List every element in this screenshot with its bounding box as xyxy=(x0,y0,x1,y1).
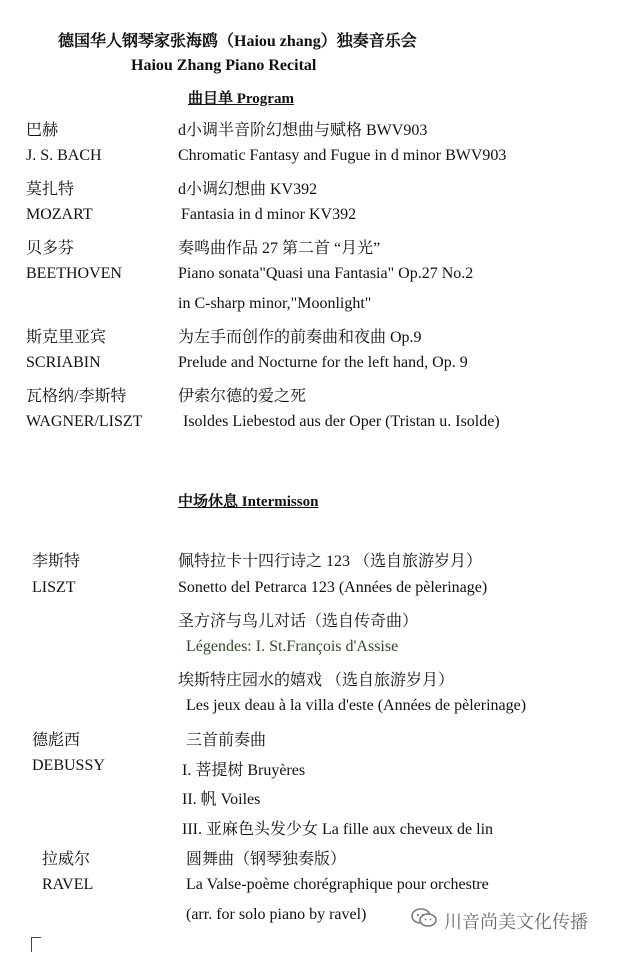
composer-name: J. S. BACH xyxy=(26,147,102,164)
page-corner-mark xyxy=(31,937,41,952)
composer-name: SCRIABIN xyxy=(26,354,101,371)
work-title: 佩特拉卡十四行诗之 123 （选自旅游岁月） xyxy=(178,553,483,570)
watermark xyxy=(410,907,588,934)
composer-name: 瓦格纳/李斯特 xyxy=(26,388,127,405)
composer-name: RAVEL xyxy=(42,876,94,893)
watermark-text: 川音尚美文化传播 xyxy=(444,911,588,933)
composer-name: 拉威尔 xyxy=(42,851,91,868)
work-title: Fantasia in d minor KV392 xyxy=(181,206,357,223)
composer-name: LISZT xyxy=(32,579,76,596)
work-title: Légendes: I. St.François d'Assise xyxy=(186,638,399,655)
work-title: 三首前奏曲 xyxy=(186,732,267,749)
work-title: Prelude and Nocturne for the left hand, Op. 9 xyxy=(178,354,468,371)
composer-name: 莫扎特 xyxy=(26,181,75,198)
program-heading: 曲目单 Program xyxy=(188,91,294,107)
work-title: Isoldes Liebestod aus der Oper (Tristan u. Isolde) xyxy=(183,413,500,430)
concert-title: 德国华人钢琴家张海鸥（Haiou zhang）独奏音乐会 xyxy=(58,33,417,50)
work-title: La Valse-poème chorégraphique pour orchestre xyxy=(186,876,489,893)
work-title: Sonetto del Petrarca 123 (Années de pèlerinage) xyxy=(178,579,488,596)
work-title: (arr. for solo piano by ravel) xyxy=(186,906,367,923)
work-title: in C-sharp minor,"Moonlight" xyxy=(178,295,372,312)
work-title: Piano sonata"Quasi una Fantasia" Op.27 No.2 xyxy=(178,265,474,282)
composer-name: 李斯特 xyxy=(32,553,81,570)
work-title: d小调半音阶幻想曲与赋格 BWV903 xyxy=(178,122,428,139)
work-title: Chromatic Fantasy and Fugue in d minor BWV903 xyxy=(178,147,507,164)
work-title: d小调幻想曲 KV392 xyxy=(178,181,318,198)
work-title: 埃斯特庄园水的嬉戏 （选自旅游岁月） xyxy=(178,672,455,689)
composer-name: WAGNER/LISZT xyxy=(26,413,143,430)
composer-name: BEETHOVEN xyxy=(26,265,122,282)
work-title: 奏鸣曲作品 27 第二首 “月光” xyxy=(178,240,381,257)
work-title: I. 菩提树 Bruyères xyxy=(182,762,306,779)
work-title: 为左手而创作的前奏曲和夜曲 Op.9 xyxy=(178,329,422,346)
work-title: 圣方济与鸟儿对话（选自传奇曲） xyxy=(178,613,419,630)
wechat-icon xyxy=(410,907,438,934)
composer-name: 贝多芬 xyxy=(26,240,75,257)
composer-name: MOZART xyxy=(26,206,93,223)
composer-name: 德彪西 xyxy=(32,732,81,749)
composer-name: 斯克里亚宾 xyxy=(26,329,107,346)
work-title: 圆舞曲（钢琴独奏版） xyxy=(186,851,347,868)
composer-name: DEBUSSY xyxy=(32,757,105,774)
work-title: III. 亚麻色头发少女 La fille aux cheveux de lin xyxy=(182,821,494,838)
work-title: II. 帆 Voiles xyxy=(182,791,261,808)
intermission-heading: 中场休息 Intermisson xyxy=(178,494,319,510)
concert-subtitle: Haiou Zhang Piano Recital xyxy=(131,57,317,74)
work-title: Les jeux deau à la villa d'este (Années de pèlerinage) xyxy=(186,697,527,714)
composer-name: 巴赫 xyxy=(26,122,59,139)
work-title: 伊索尔德的爱之死 xyxy=(178,388,307,405)
